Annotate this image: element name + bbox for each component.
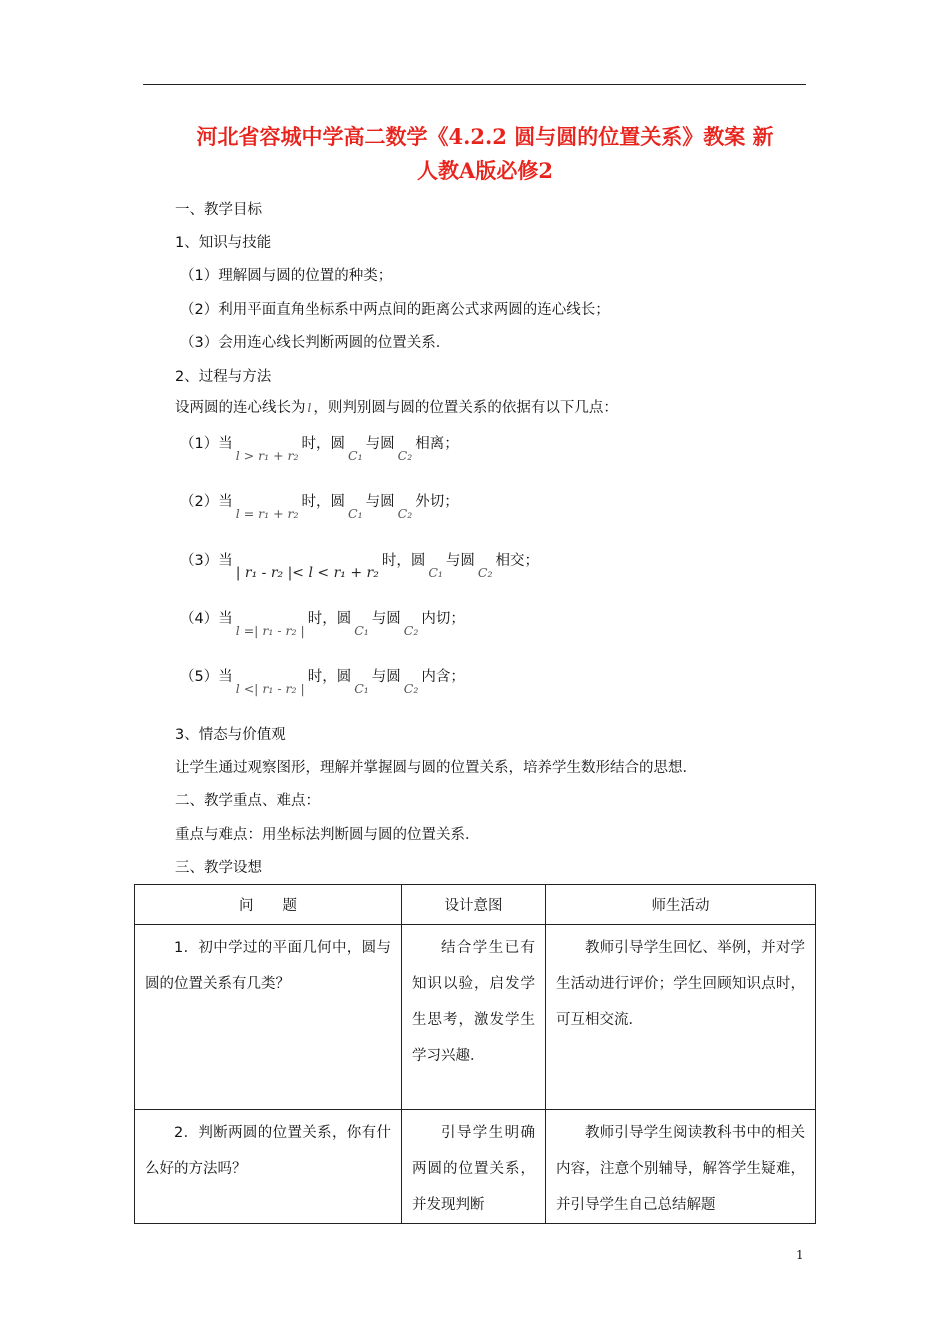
teaching-design-table bbox=[134, 884, 816, 1224]
column-header-activity: 师生活动 bbox=[546, 885, 816, 925]
key-points-text: 重点与难点：用坐标法判断圆与圆的位置关系． bbox=[175, 827, 480, 843]
table-cell-activity: 教师引导学生阅读教科书中的相关内容，注意个别辅导，解答学生疑难，并引导学生自己总结解题 bbox=[546, 1110, 816, 1224]
table-cell-intent: 引导学生明确两圆的位置关系，并发现判断 bbox=[402, 1110, 546, 1224]
document-title bbox=[150, 120, 820, 188]
subsection-knowledge: 1、知识与技能 bbox=[175, 235, 272, 251]
table-cell-question: 2．判断两圆的位置关系，你有什么好的方法吗？ bbox=[135, 1110, 402, 1224]
case-1: （1）当l > r₁ + r₂时，圆C₁与圆C₂相离； bbox=[180, 436, 459, 463]
objective-item-1: （1）理解圆与圆的位置的种类； bbox=[180, 268, 393, 284]
objective-item-2: （2）利用平面直角坐标系中两点间的距离公式求两圆的连心线长； bbox=[180, 302, 610, 318]
header-rule bbox=[143, 84, 806, 85]
subsection-values: 3、情态与价值观 bbox=[175, 727, 286, 743]
case-4: （4）当l =| r₁ - r₂ |时，圆C₁与圆C₂内切； bbox=[180, 611, 465, 638]
values-text: 让学生通过观察图形，理解并掌握圆与圆的位置关系，培养学生数形结合的思想． bbox=[175, 760, 697, 776]
table-row bbox=[135, 925, 816, 1110]
case-2: （2）当l = r₁ + r₂时，圆C₁与圆C₂外切； bbox=[180, 494, 459, 521]
subsection-process: 2、过程与方法 bbox=[175, 369, 272, 385]
table-cell-question: 1．初中学过的平面几何中，圆与圆的位置关系有几类？ bbox=[135, 925, 402, 1110]
section-heading-objectives: 一、教学目标 bbox=[175, 202, 262, 218]
objective-item-3: （3）会用连心线长判断两圆的位置关系． bbox=[180, 335, 451, 351]
column-header-question: 问 题 bbox=[135, 885, 402, 925]
table-cell-activity: 教师引导学生回忆、举例，并对学生活动进行评价；学生回顾知识点时，可互相交流． bbox=[546, 925, 816, 1110]
column-header-intent: 设计意图 bbox=[402, 885, 546, 925]
table-cell-intent: 结合学生已有知识以验，启发学生思考，激发学生学习兴趣． bbox=[402, 925, 546, 1110]
page-number: 1 bbox=[796, 1248, 804, 1262]
title-line-2: 人教A版必修2 bbox=[417, 158, 553, 183]
case-5: （5）当l <| r₁ - r₂ |时，圆C₁与圆C₂内含； bbox=[180, 669, 465, 696]
section-heading-key-points: 二、教学重点、难点： bbox=[175, 793, 320, 809]
case-3: （3）当| r₁ - r₂ |< l < r₁ + r₂时，圆C₁与圆C₂相交； bbox=[180, 553, 539, 581]
section-heading-design: 三、教学设想 bbox=[175, 860, 262, 876]
process-intro: 设两圆的连心线长为 l ，则判别圆与圆的位置关系的依据有以下几点： bbox=[175, 400, 618, 416]
table-row bbox=[135, 1110, 816, 1224]
title-line-1: 河北省容城中学高二数学《4.2.2 圆与圆的位置关系》教案 新 bbox=[196, 124, 774, 149]
table-header-row bbox=[135, 885, 816, 925]
